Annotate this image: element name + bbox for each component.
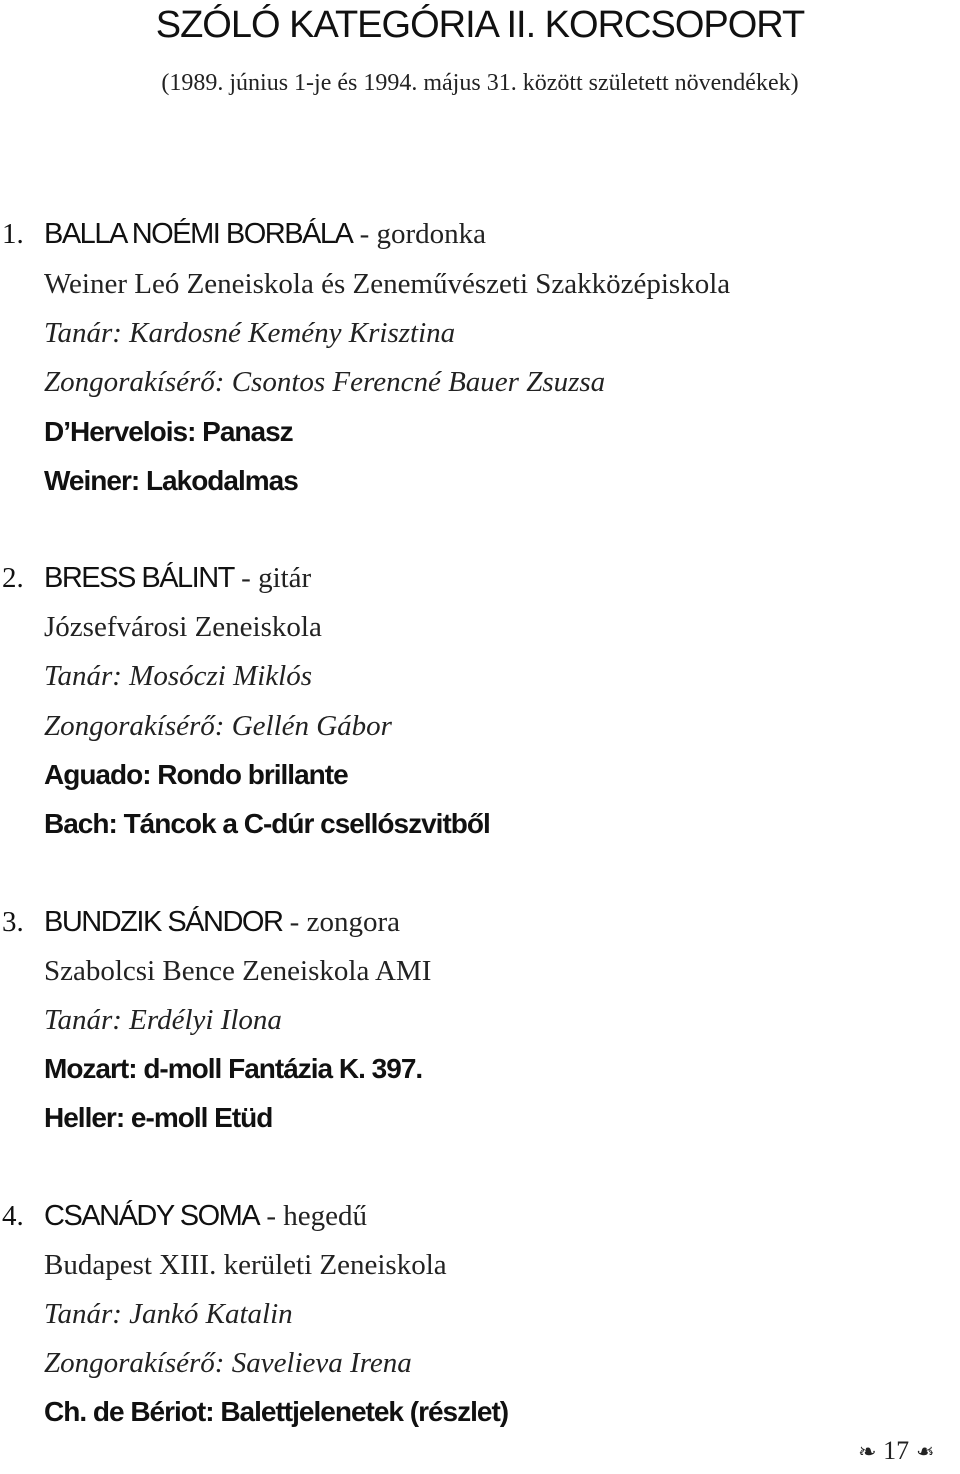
piece: D’Hervelois: Panasz [44, 416, 293, 447]
teacher: Tanár: Erdélyi Ilona [44, 1004, 282, 1036]
instrument: - gordonka [352, 218, 487, 250]
entry-heading [44, 562, 311, 595]
school: Józsefvárosi Zeneiskola [44, 611, 322, 643]
accompanist: Zongorakísérő: Csontos Ferencné Bauer Zsuzsa [44, 366, 606, 398]
piece: Ch. de Bériot: Balettjelenetek (részlet) [44, 1396, 509, 1427]
piece: Aguado: Rondo brillante [44, 759, 348, 790]
page-footer [858, 1436, 934, 1466]
performer-name: BUNDZIK SÁNDOR [44, 906, 283, 938]
piece: Heller: e-moll Etüd [44, 1102, 273, 1133]
accompanist: Zongorakísérő: Savelieva Irena [44, 1347, 412, 1379]
page-subtitle: (1989. június 1-je és 1994. május 31. között született növendékek) [161, 70, 799, 96]
instrument: - zongora [282, 906, 400, 938]
performer-name: BALLA NOÉMI BORBÁLA [44, 218, 353, 250]
instrument: - hegedű [259, 1200, 368, 1232]
piece: Mozart: d-moll Fantázia K. 397. [44, 1053, 423, 1084]
piece: Bach: Táncok a C-dúr csellószvitből [44, 808, 490, 839]
instrument: - gitár [233, 562, 312, 594]
entry-number: 3. [2, 906, 24, 938]
school: Weiner Leó Zeneiskola és Zeneművészeti Szakközépiskola [44, 268, 731, 300]
entry-number: 1. [2, 218, 24, 250]
teacher: Tanár: Mosóczi Miklós [44, 660, 312, 692]
entry-number: 4. [2, 1200, 24, 1232]
teacher: Tanár: Jankó Katalin [44, 1298, 293, 1330]
teacher: Tanár: Kardosné Kemény Krisztina [44, 317, 456, 349]
entry-number: 2. [2, 562, 24, 594]
entry-heading [44, 218, 486, 251]
performer-name: CSANÁDY SOMA [44, 1200, 260, 1232]
ornament-icon: ❧ [858, 1439, 877, 1464]
piece: Weiner: Lakodalmas [44, 465, 298, 496]
page-number: 17 [883, 1436, 910, 1465]
school: Szabolcsi Bence Zeneiskola AMI [44, 955, 432, 987]
accompanist: Zongorakísérő: Gellén Gábor [44, 710, 392, 742]
ornament-icon: ❧ [915, 1439, 934, 1464]
performer-name: BRESS BÁLINT [44, 562, 234, 594]
page-title: SZÓLÓ KATEGÓRIA II. KORCSOPORT [155, 4, 805, 46]
school: Budapest XIII. kerületi Zeneiskola [44, 1249, 447, 1281]
entry-heading [44, 906, 400, 939]
entry-heading [44, 1200, 367, 1233]
